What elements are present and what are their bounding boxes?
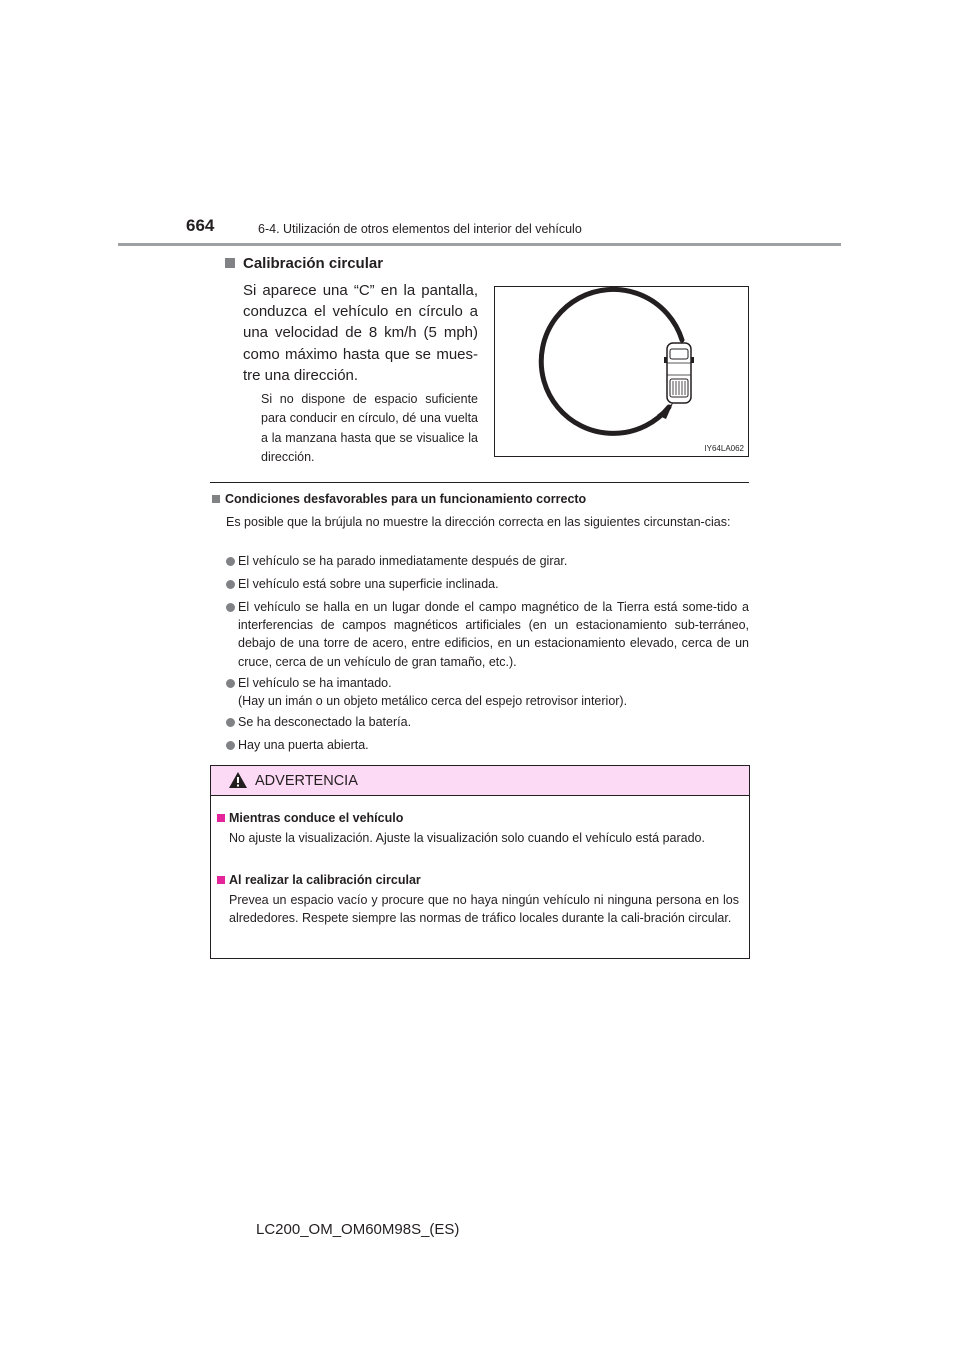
list-item: El vehículo se ha imantado. <box>238 676 392 690</box>
warning-box <box>210 765 750 959</box>
figure-code: IY64LA062 <box>704 444 744 453</box>
warning-header <box>211 766 749 796</box>
warning-item-text: No ajuste la visualización. Ajuste la visualización solo cuando el vehículo está parado. <box>229 831 705 845</box>
list-item: El vehículo se ha parado inmediatamente después de girar. <box>238 554 568 568</box>
list-bullet-icon <box>226 679 235 688</box>
header-divider <box>118 243 841 246</box>
subsection-title-unfavorable-conditions: Condiciones desfavorables para un funcionamiento correcto <box>225 492 587 506</box>
circular-driving-path-illustration <box>495 287 748 456</box>
list-item: El vehículo está sobre una superficie inclinada. <box>238 577 499 591</box>
list-item: Se ha desconectado la batería. <box>238 715 412 729</box>
document-code: LC200_OM_OM60M98S_(ES) <box>256 1221 460 1238</box>
warning-bullet-icon <box>217 814 225 822</box>
warning-item-title: Al realizar la calibración circular <box>229 873 421 887</box>
subsection-bullet-icon <box>212 495 220 503</box>
section-body-text: Si aparece una “C” en la pantalla, conduzca el vehículo en círculo a una velocidad de 8 km/h (5 mph) como máximo hasta que se mues-tre una dirección. <box>243 282 478 384</box>
list-item: Hay una puerta abierta. <box>238 738 369 752</box>
warning-title: ADVERTENCIA <box>255 773 358 789</box>
list-item: El vehículo se halla en un lugar donde el campo magnético de la Tierra está some-tido a interferencias de campos magnéticos artificiales (en un estacionamiento sub-terráneo, debajo de una torre de acero, entre edificios, en un estacionamiento elevado, cerca de un cruce, cerca de un vehículo de gran tamaño, etc.). <box>238 600 749 669</box>
page-number: 664 <box>186 216 215 235</box>
circular-calibration-figure <box>494 286 749 457</box>
section-divider <box>210 482 749 483</box>
warning-item-text: Prevea un espacio vacío y procure que no haya ningún vehículo ni ninguna persona en los alrededores. Respete siempre las normas de tráfico locales durante la cali-bración circular. <box>229 893 739 926</box>
chapter-title: 6-4. Utilización de otros elementos del interior del vehículo <box>258 222 582 236</box>
section-note-text: Si no dispone de espacio suficiente para conducir en círculo, dé una vuelta a la manzana hasta que se visualice la dirección. <box>261 392 478 465</box>
list-bullet-icon <box>226 741 235 750</box>
list-bullet-icon <box>226 718 235 727</box>
vehicle-top-view-icon <box>664 343 694 403</box>
list-bullet-icon <box>226 557 235 566</box>
list-bullet-icon <box>226 603 235 612</box>
subsection-intro-text: Es posible que la brújula no muestre la dirección correcta en las siguientes circunstan-cias: <box>226 515 731 529</box>
warning-bullet-icon <box>217 876 225 884</box>
warning-triangle-icon <box>228 771 248 789</box>
list-item-subtext: (Hay un imán o un objeto metálico cerca del espejo retrovisor interior). <box>238 694 628 708</box>
section-bullet-icon <box>225 258 235 268</box>
warning-item-title: Mientras conduce el vehículo <box>229 811 404 825</box>
section-title-circular-calibration: Calibración circular <box>243 255 384 272</box>
list-bullet-icon <box>226 580 235 589</box>
